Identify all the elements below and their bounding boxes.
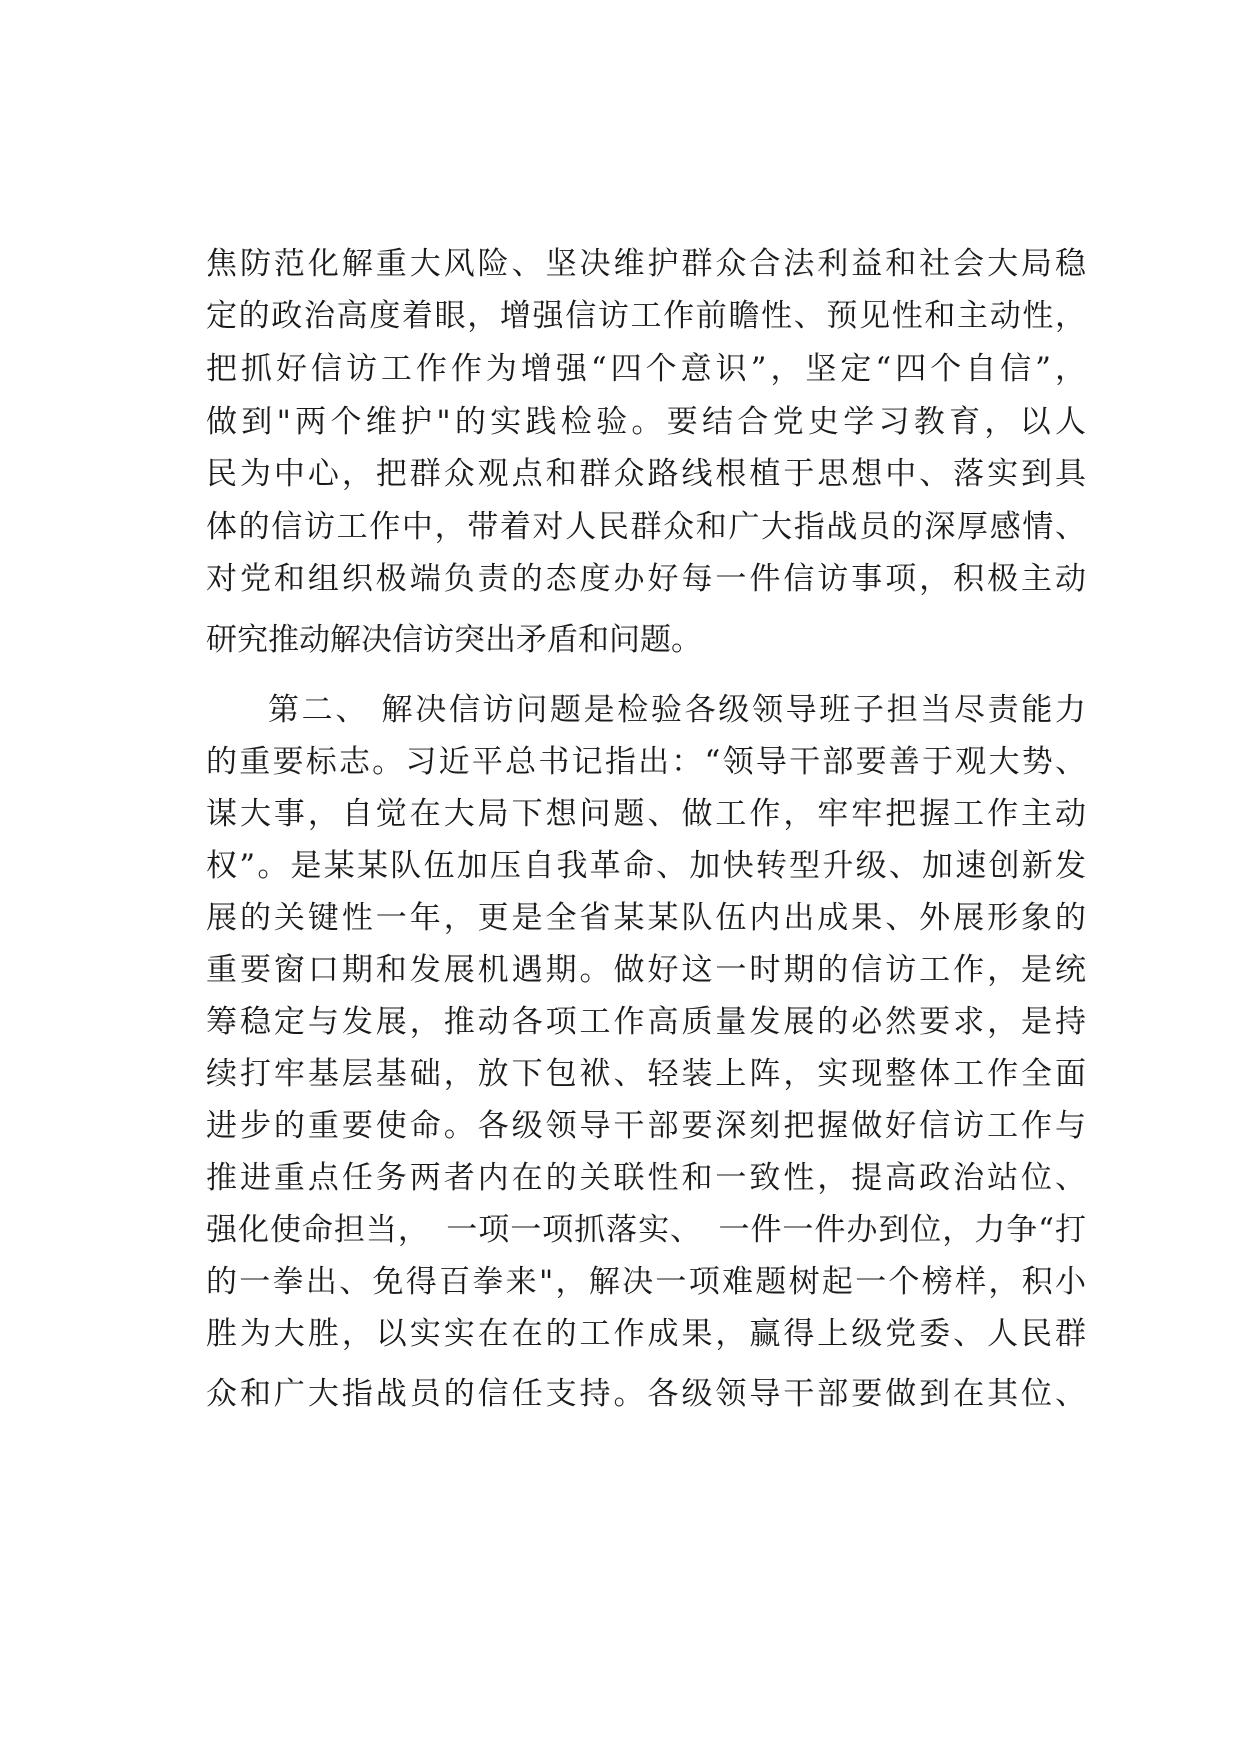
text-line: 众和广大指战员的信任支持。各级领导干部要做到在其位、 bbox=[206, 1376, 1086, 1412]
text-line: 定的政治高度着眼，增强信访工作前瞻性、预见性和主动性， bbox=[206, 298, 1086, 334]
text-line: 强化使命担当， 一项一项抓落实、 一件一件办到位，力争“打 bbox=[206, 1212, 1086, 1248]
text-line: 做到"两个维护"的实践检验。要结合党史学习教育，以人 bbox=[206, 404, 1086, 440]
text-line: 权”。是某某队伍加压自我革命、加快转型升级、加速创新发 bbox=[206, 848, 1086, 884]
text-line: 焦防范化解重大风险、坚决维护群众合法利益和社会大局稳 bbox=[206, 246, 1086, 282]
text-line: 的一拳出、免得百拳来"，解决一项难题树起一个榜样，积小 bbox=[206, 1264, 1086, 1300]
text-line: 的重要标志。习近平总书记指出：“领导干部要善于观大势、 bbox=[206, 744, 1086, 780]
text-line: 胜为大胜，以实实在在的工作成果，赢得上级党委、人民群 bbox=[206, 1316, 1086, 1352]
text-line: 推进重点任务两者内在的关联性和一致性，提高政治站位、 bbox=[206, 1160, 1086, 1196]
text-line: 谋大事，自觉在大局下想问题、做工作，牢牢把握工作主动 bbox=[206, 796, 1086, 832]
text-line: 把抓好信访工作作为增强“四个意识”，坚定“四个自信”， bbox=[206, 351, 1086, 387]
text-line: 续打牢基层基础，放下包袱、轻装上阵，实现整体工作全面 bbox=[206, 1056, 1086, 1092]
text-line: 进步的重要使命。各级领导干部要深刻把握做好信访工作与 bbox=[206, 1108, 1086, 1144]
text-line: 重要窗口期和发展机遇期。做好这一时期的信访工作，是统 bbox=[206, 952, 1086, 988]
text-line: 筹稳定与发展，推动各项工作高质量发展的必然要求，是持 bbox=[206, 1004, 1086, 1040]
text-line: 体的信访工作中，带着对人民群众和广大指战员的深厚感情、 bbox=[206, 509, 1086, 545]
text-line: 研究推动解决信访突出矛盾和问题。 bbox=[206, 622, 702, 658]
text-line: 对党和组织极端负责的态度办好每一件信访事项，积极主动 bbox=[206, 561, 1086, 597]
text-line: 展的关键性一年，更是全省某某队伍内出成果、外展形象的 bbox=[206, 900, 1086, 936]
text-line: 民为中心，把群众观点和群众路线根植于思想中、落实到具 bbox=[206, 456, 1086, 492]
text-line: 第二、 解决信访问题是检验各级领导班子担当尽责能力 bbox=[268, 692, 1086, 728]
